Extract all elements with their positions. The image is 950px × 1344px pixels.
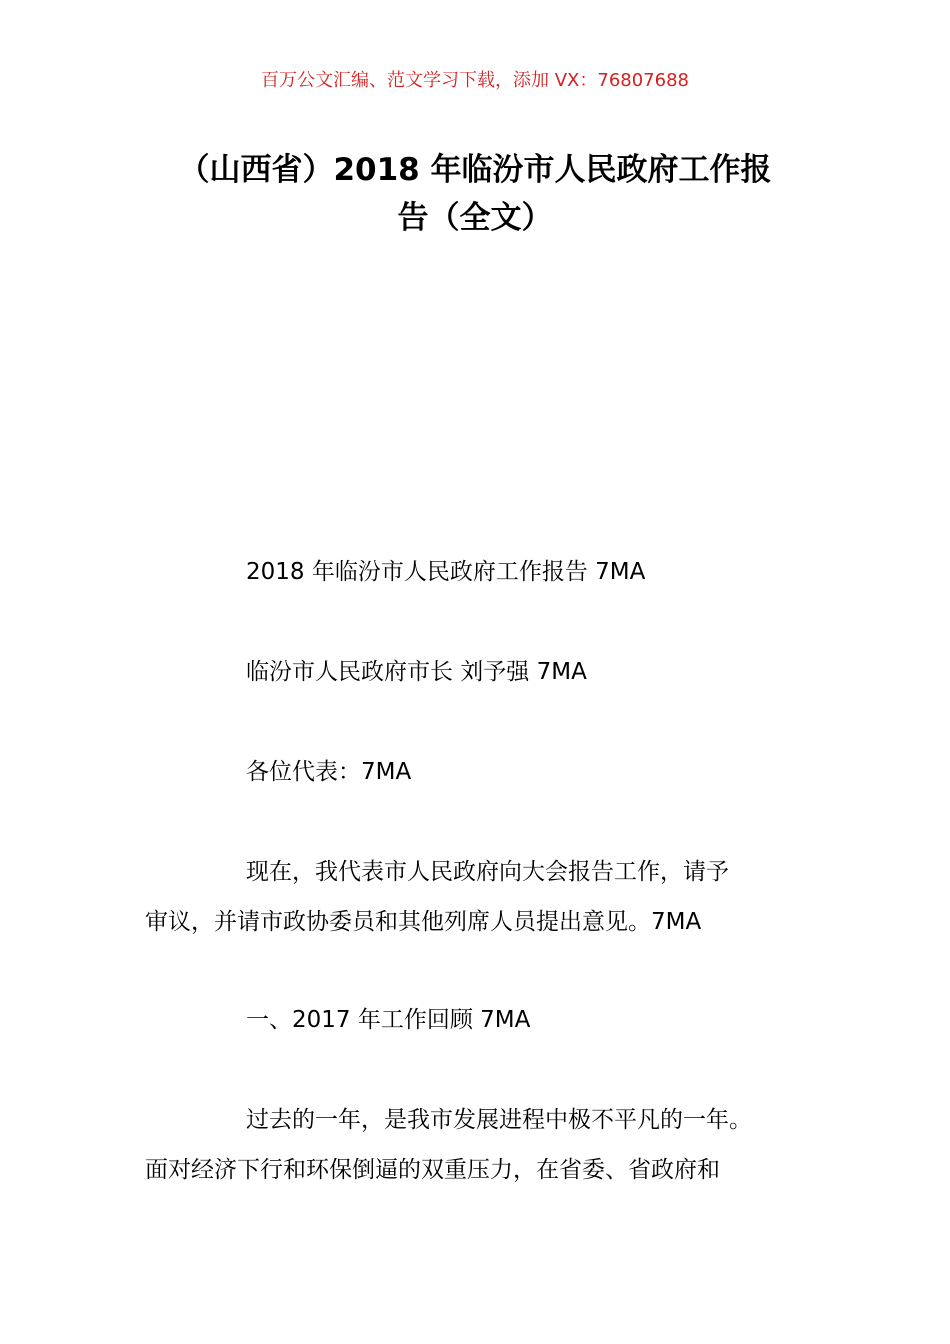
review-paragraph [145, 1095, 815, 1195]
section-heading: 一、2017 年工作回顾 7MA [246, 1007, 531, 1033]
intro-line-1: 现在，我代表市人民政府向大会报告工作，请予 [246, 859, 729, 885]
intro-line-2: 审议，并请市政协委员和其他列席人员提出意见。7MA [145, 909, 702, 935]
document-title-line-2: 告（全文） [397, 200, 553, 236]
document-title-line-1: （山西省）2018 年临汾市人民政府工作报 [178, 152, 772, 188]
intro-paragraph [145, 847, 815, 947]
review-line-2: 面对经济下行和环保倒逼的双重压力，在省委、省政府和 [145, 1157, 720, 1183]
author-line: 临汾市人民政府市长 刘予强 7MA [246, 659, 587, 685]
watermark-banner: 百万公文汇编、范文学习下载，添加 VX：76807688 [261, 70, 689, 91]
report-title: 2018 年临汾市人民政府工作报告 7MA [246, 559, 646, 585]
review-line-1: 过去的一年，是我市发展进程中极不平凡的一年。 [246, 1107, 752, 1133]
salutation: 各位代表：7MA [246, 759, 412, 785]
document-title [130, 146, 820, 242]
